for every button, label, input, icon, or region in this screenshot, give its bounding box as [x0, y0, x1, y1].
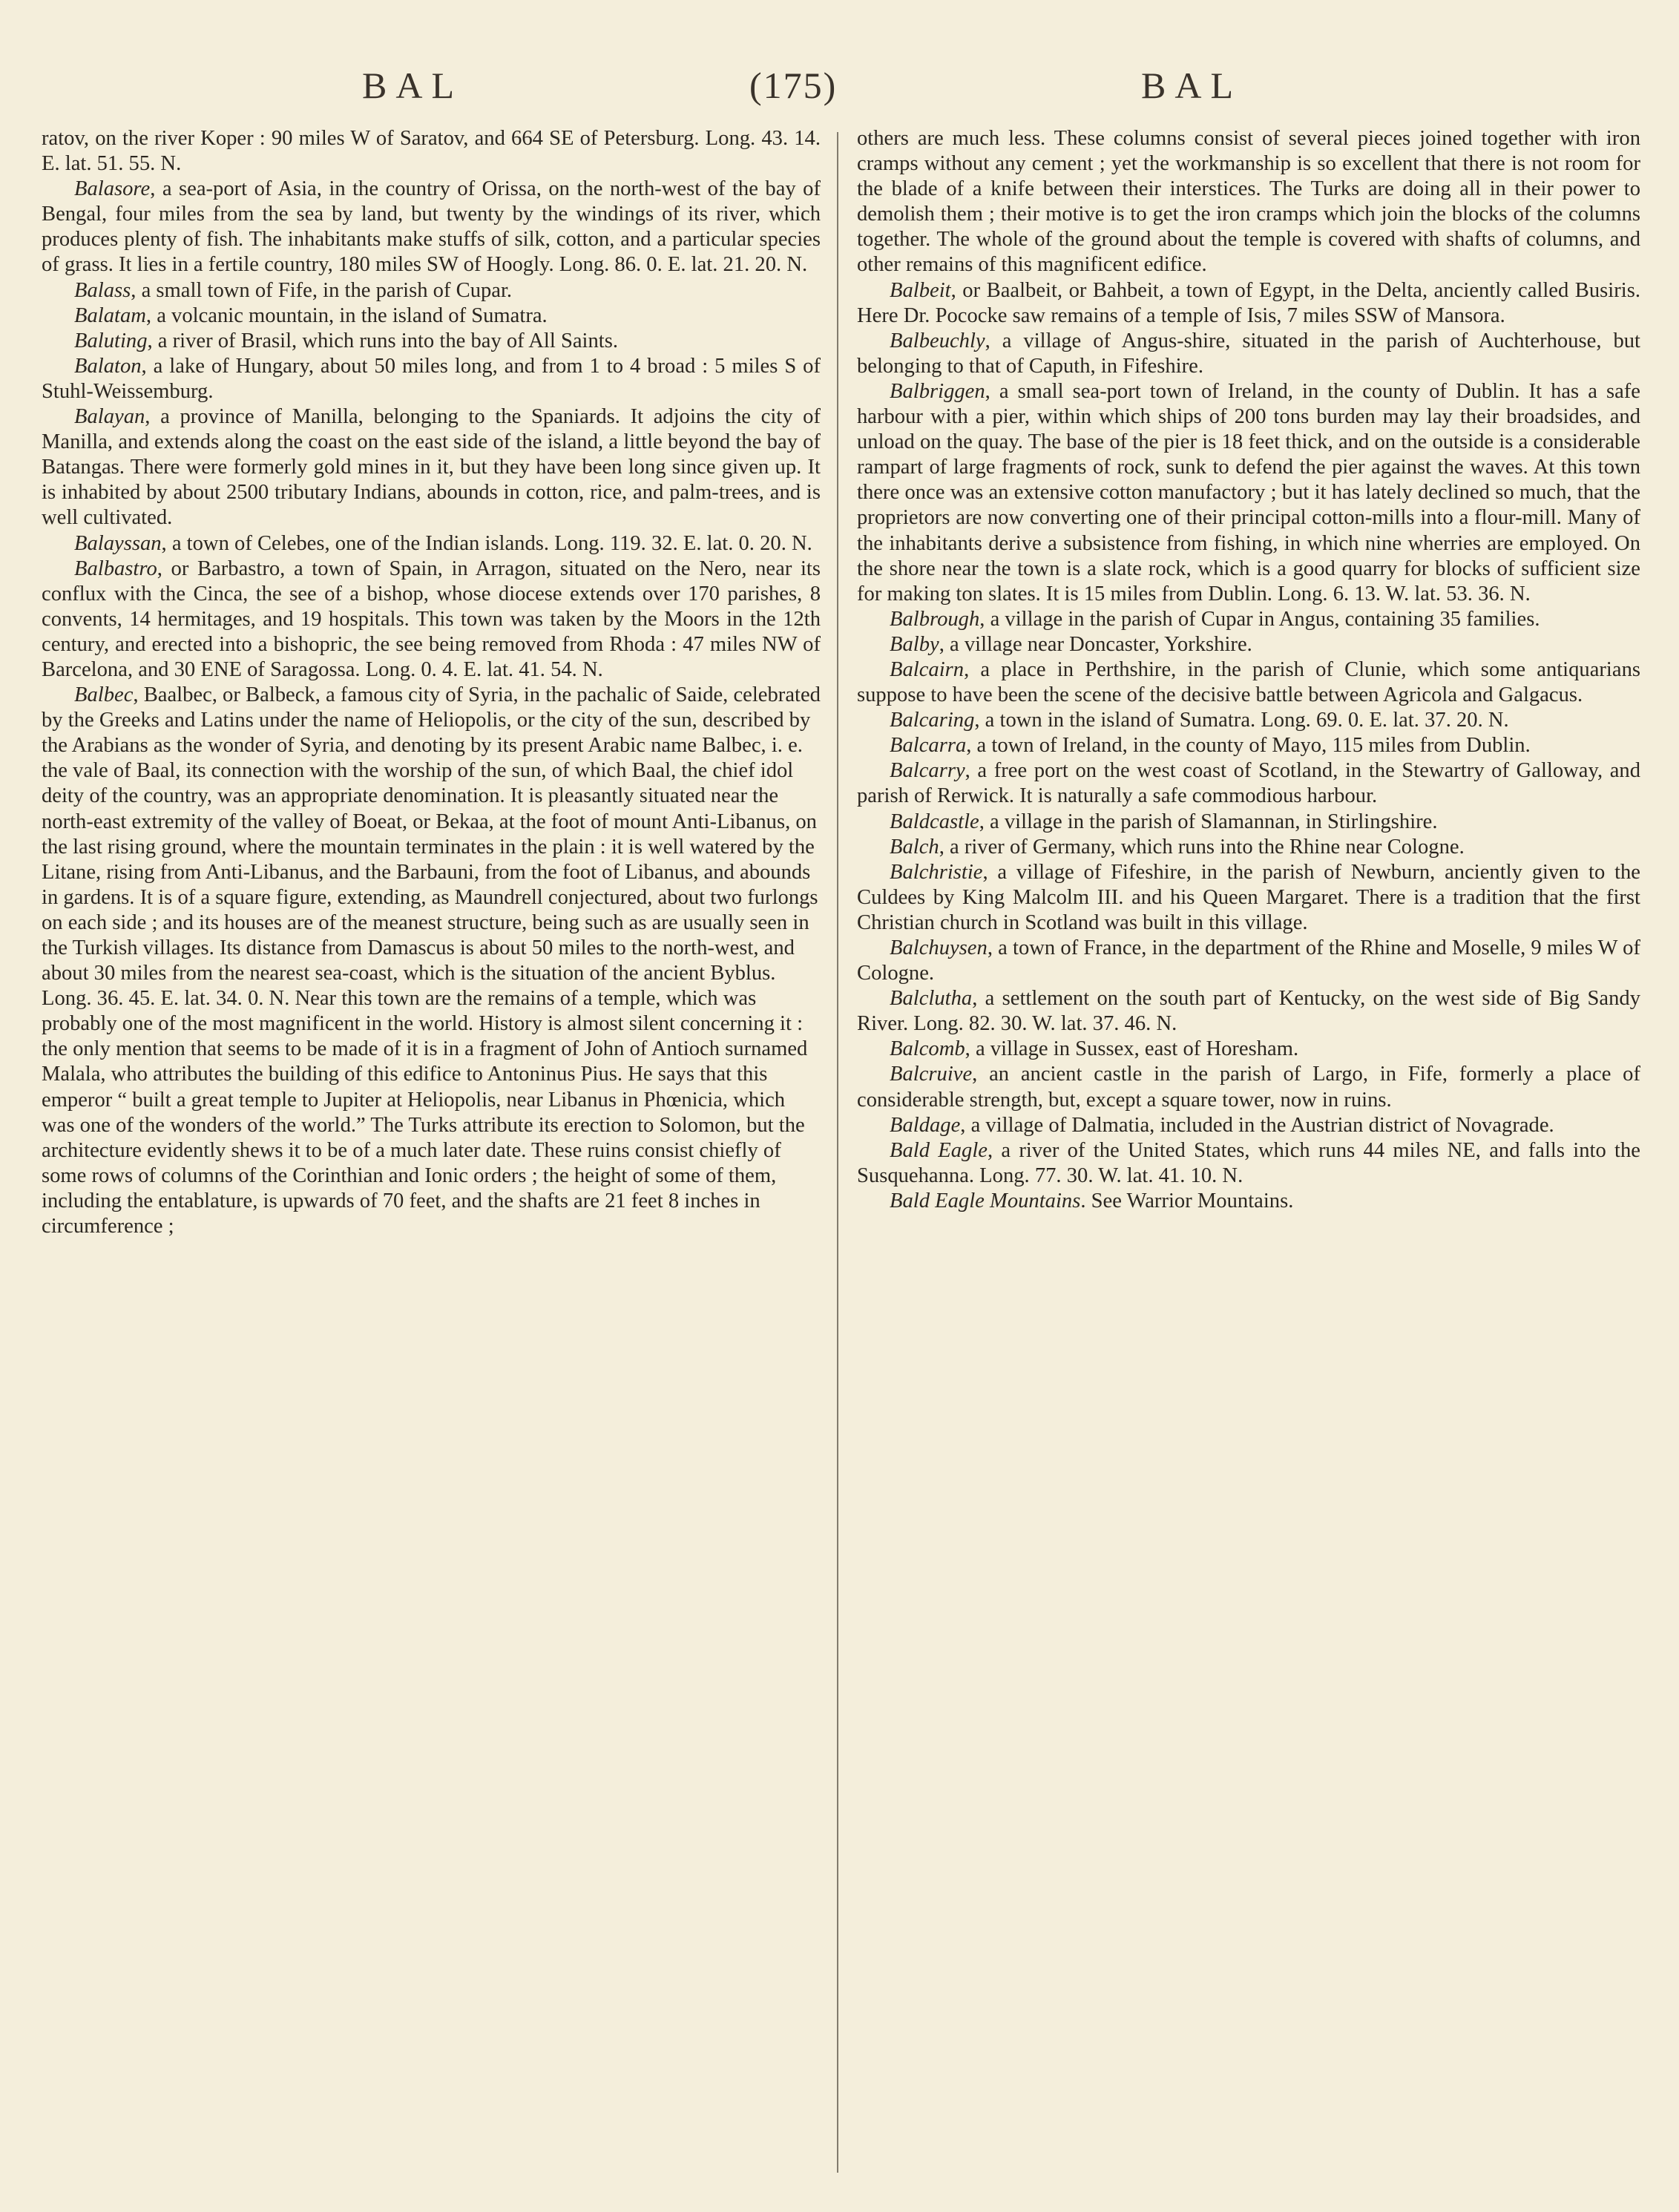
- entry-headword: Balcairn: [890, 657, 965, 681]
- dictionary-entry: [857, 329, 1640, 379]
- entry-text: , a volcanic mountain, in the island of Sumatra.: [145, 303, 548, 327]
- dictionary-entry: [42, 278, 821, 303]
- dictionary-entry: [857, 1189, 1640, 1214]
- dictionary-entry: [857, 1113, 1640, 1138]
- entry-text: , a river of Brasil, which runs into the bay of All Saints.: [147, 329, 619, 352]
- entry-text: , a lake of Hungary, about 50 miles long, and from 1 to 4 broad : 5 miles S of Stuhl-Weissemburg.: [42, 354, 821, 403]
- entry-text: , a village of Dalmatia, included in the Austrian district of Novagrade.: [960, 1113, 1554, 1137]
- entry-headword: Balatam: [74, 303, 146, 327]
- entry-text: , a town of France, in the department of the Rhine and Moselle, 9 miles W of Cologne.: [857, 936, 1640, 985]
- entry-text: , a town of Celebes, one of the Indian islands. Long. 119. 32. E. lat. 0. 20. N.: [161, 531, 812, 555]
- entry-text: , a village in the parish of Slamannan, in Stirlingshire.: [979, 810, 1438, 833]
- dictionary-entry: [857, 758, 1640, 809]
- dictionary-entry: [42, 303, 821, 329]
- dictionary-entry: [857, 1062, 1640, 1112]
- dictionary-entry: [857, 936, 1640, 986]
- dictionary-entry: [42, 354, 821, 404]
- entry-headword: Balbeuchly: [890, 329, 985, 352]
- dictionary-entry: [857, 379, 1640, 607]
- entry-headword: Balbriggen: [890, 379, 985, 403]
- running-head-right: BAL: [1141, 65, 1242, 106]
- entry-headword: Balbrough: [890, 607, 980, 631]
- entry-text: , a village of Fifeshire, in the parish of Newburn, anciently given to the Culdees by King Malcolm III. and his Queen Margaret. There is a tradition that the first Christian church in Scotland was built in this village.: [857, 860, 1640, 934]
- dictionary-entry: [857, 986, 1640, 1037]
- entry-text: , a free port on the west coast of Scotland, in the Stewartry of Galloway, and parish of Rerwick. It is naturally a safe commodious harbour.: [857, 759, 1640, 808]
- entry-headword: Balayssan: [74, 531, 162, 555]
- entry-headword: Balch: [890, 835, 939, 859]
- entry-text: , a village in the parish of Cupar in Angus, containing 35 families.: [979, 607, 1540, 631]
- entry-headword: Balbec: [74, 683, 134, 707]
- dictionary-entry: [857, 126, 1640, 278]
- entry-text: , a village near Doncaster, Yorkshire.: [939, 632, 1252, 656]
- column-rule: [837, 132, 838, 2173]
- right-column: [857, 126, 1640, 2196]
- entry-headword: Balcarra: [890, 734, 967, 758]
- entry-text: , an ancient castle in the parish of Largo, in Fife, formerly a place of considerable strength, but, except a square tower, now in ruins.: [857, 1063, 1640, 1112]
- entry-headword: Baluting: [74, 329, 148, 352]
- entry-text: , a small sea-port town of Ireland, in the county of Dublin. It has a safe harbour with a pier, within which ships of 200 tons burden may lay their broadsides, and unload on the quay. The base of the pier is 18 feet thick, and on the outside is a considerable rampart of large fragments of rock, sunk to defend the pier against the waves. At this town there once was an extensive cotton manufactory ; but it has lately declined so much, that the proprietors are now converting one of their principal cotton-mills into a flour-mill. Many of the inhabitants derive a subsistence from fishing, in which nine wherries are employed. On the shore near the town is a slate rock, which is a good quarry for blocks of sufficient size for making ton slates. It is 15 miles from Dublin. Long. 6. 13. W. lat. 53. 36. N.: [857, 379, 1640, 605]
- entry-text: , a river of Germany, which runs into the Rhine near Cologne.: [939, 835, 1465, 859]
- page-number: (175): [749, 65, 838, 106]
- left-column: [42, 126, 821, 2196]
- entry-text: , a place in Perthshire, in the parish of Clunie, which some antiquarians suppose to have been the scene of the decisive battle between Agricola and Galgacus.: [857, 657, 1640, 707]
- page-header: [0, 64, 1679, 116]
- dictionary-entry: [42, 557, 821, 683]
- dictionary-entry: [857, 607, 1640, 632]
- dictionary-entry: [857, 708, 1640, 733]
- entry-text: . See Warrior Mountains.: [1080, 1189, 1294, 1212]
- dictionary-entry: [42, 683, 821, 1239]
- dictionary-entry: [857, 278, 1640, 329]
- entry-headword: Bald Eagle Mountains: [890, 1189, 1081, 1212]
- entry-text: , a small town of Fife, in the parish of Cupar.: [131, 278, 513, 302]
- entry-text: , a village of Angus-shire, situated in the parish of Auchterhouse, but belonging to that of Caputh, in Fifeshire.: [857, 329, 1640, 378]
- entry-text: , a river of the United States, which runs 44 miles NE, and falls into the Susquehanna. Long. 77. 30. W. lat. 41. 10. N.: [857, 1138, 1640, 1187]
- dictionary-entry: [857, 1037, 1640, 1062]
- entry-text: , or Baalbeit, or Bahbeit, a town of Egypt, in the Delta, anciently called Busiris. Here Dr. Pococke saw remains of a temple of Isis, 7 miles SSW of Mansora.: [857, 278, 1640, 327]
- dictionary-entry: [857, 810, 1640, 835]
- entry-headword: Balcarry: [890, 759, 965, 783]
- entry-text: , or Barbastro, a town of Spain, in Arragon, situated on the Nero, near its conflux with the Cinca, the see of a bishop, whose diocese extends over 170 parishes, 8 convents, 14 hermitages, and 19 hospitals. This town was taken by the Moors in the 12th century, and erected into a bishopric, the see being removed from Rhoda : 47 miles NW of Barcelona, and 30 ENE of Saragossa. Long. 0. 4. E. lat. 41. 54. N.: [42, 557, 821, 681]
- entry-text: , Baalbec, or Balbeck, a famous city of Syria, in the pachalic of Saide, celebrated by the Greeks and Latins under the name of Heliopolis, or the city of the sun, described by the Arabians as the wonder of Syria, and denoting by its present Arabic name Balbec, i. e. the vale of Baal, its connection with the worship of the sun, of which Baal, the chief idol deity of the country, was an appropriate denomination. It is pleasantly situated near the north-east extremity of the valley of Boeat, or Bekaa, at the foot of mount Anti-Libanus, on the last rising ground, where the mountain terminates in the plain : it is well watered by the Litane, rising from Anti-Libanus, and the Barbauni, from the foot of Libanus, and abounds in gardens. It is of a square figure, extending, as Maundrell conjectured, about two furlongs on each side ; and its houses are of the meanest structure, being such as are usually seen in the Turkish villages. Its distance from Damascus is about 50 miles to the north-west, and about 30 miles from the nearest sea-coast, which is the situation of the ancient Byblus. Long. 36. 45. E. lat. 34. 0. N. Near this town are the remains of a temple, which was probably one of the most magnificent in the world. History is almost silent concerning it : the only mention that seems to be made of it is in a fragment of John of Antioch surnamed Malala, who attributes the building of this edifice to Antoninus Pius. He says that this emperor “ built a great temple to Jupiter at Heliopolis, near Libanus in Phœnicia, which was one of the wonders of the world.” The Turks attribute its erection to Solomon, but the architecture evidently shews it to be of a much later date. These ruins consist chiefly of some rows of columns of the Corinthian and Ionic orders ; the height of some of them, including the entablature, is upwards of 70 feet, and the shafts are 21 feet 8 inches in circumference ;: [42, 683, 821, 1238]
- entry-text: ratov, on the river Koper : 90 miles W of Saratov, and 664 SE of Petersburg. Long. 43. 14. E. lat. 51. 55. N.: [42, 127, 821, 176]
- dictionary-entry: [42, 126, 821, 177]
- dictionary-entry: [857, 860, 1640, 936]
- entry-text: , a village in Sussex, east of Horesham.: [965, 1037, 1299, 1061]
- entry-text: , a settlement on the south part of Kentucky, on the west side of Big Sandy River. Long. 82. 30. W. lat. 37. 46. N.: [857, 987, 1640, 1036]
- entry-text: , a town of Ireland, in the county of Mayo, 115 miles from Dublin.: [966, 734, 1531, 758]
- entry-headword: Balbeit: [890, 278, 951, 302]
- entry-headword: Balayan: [74, 405, 145, 429]
- dictionary-entry: [42, 177, 821, 278]
- entry-headword: Balby: [890, 632, 939, 656]
- dictionary-entry: [857, 632, 1640, 657]
- entry-headword: Balchuysen: [890, 936, 988, 959]
- running-head-left: BAL: [362, 65, 463, 106]
- dictionary-entry: [42, 404, 821, 531]
- entry-headword: Baldcastle: [890, 810, 979, 833]
- entry-headword: Balchristie: [890, 860, 983, 884]
- dictionary-entry: [857, 733, 1640, 758]
- entry-headword: Balcaring: [890, 709, 975, 732]
- dictionary-entry: [42, 329, 821, 354]
- entry-headword: Balcruive: [890, 1063, 973, 1086]
- entry-headword: Balclutha: [890, 987, 973, 1011]
- entry-text: , a province of Manilla, belonging to the Spaniards. It adjoins the city of Manilla, and extends along the coast on the east side of the island, a little beyond the bay of Batangas. There were formerly gold mines in it, but they have been long since given up. It is inhabited by about 2500 tributary Indians, abounds in cotton, rice, and palm-trees, and is well cultivated.: [42, 405, 821, 530]
- entry-headword: Bald Eagle: [890, 1138, 988, 1162]
- entry-headword: Balasore: [74, 177, 151, 201]
- entry-headword: Balaton: [74, 354, 142, 378]
- entry-headword: Balass: [74, 278, 131, 302]
- entry-text: others are much less. These columns consist of several pieces joined together with iron cramps without any cement ; yet the workmanship is so excellent that there is not room for the blade of a knife between their interstices. The Turks are doing all in their power to demolish them ; their motive is to get the iron cramps which join the blocks of the columns together. The whole of the ground about the temple is covered with shafts of columns, and other remains of this magnificent edifice.: [857, 127, 1640, 277]
- dictionary-entry: [857, 835, 1640, 860]
- entry-text: , a town in the island of Sumatra. Long. 69. 0. E. lat. 37. 20. N.: [974, 709, 1509, 732]
- dictionary-entry: [857, 657, 1640, 708]
- entry-headword: Balcomb: [890, 1037, 965, 1061]
- entry-headword: Balbastro: [74, 557, 157, 580]
- dictionary-entry: [857, 1138, 1640, 1189]
- entry-text: , a sea-port of Asia, in the country of Orissa, on the north-west of the bay of Bengal, four miles from the sea by land, but twenty by the windings of its river, which produces plenty of fish. The inhabitants make stuffs of silk, cotton, and a particular species of grass. It lies in a fertile country, 180 miles SW of Hoogly. Long. 86. 0. E. lat. 21. 20. N.: [42, 177, 821, 277]
- entry-headword: Baldage: [890, 1113, 961, 1137]
- dictionary-entry: [42, 531, 821, 557]
